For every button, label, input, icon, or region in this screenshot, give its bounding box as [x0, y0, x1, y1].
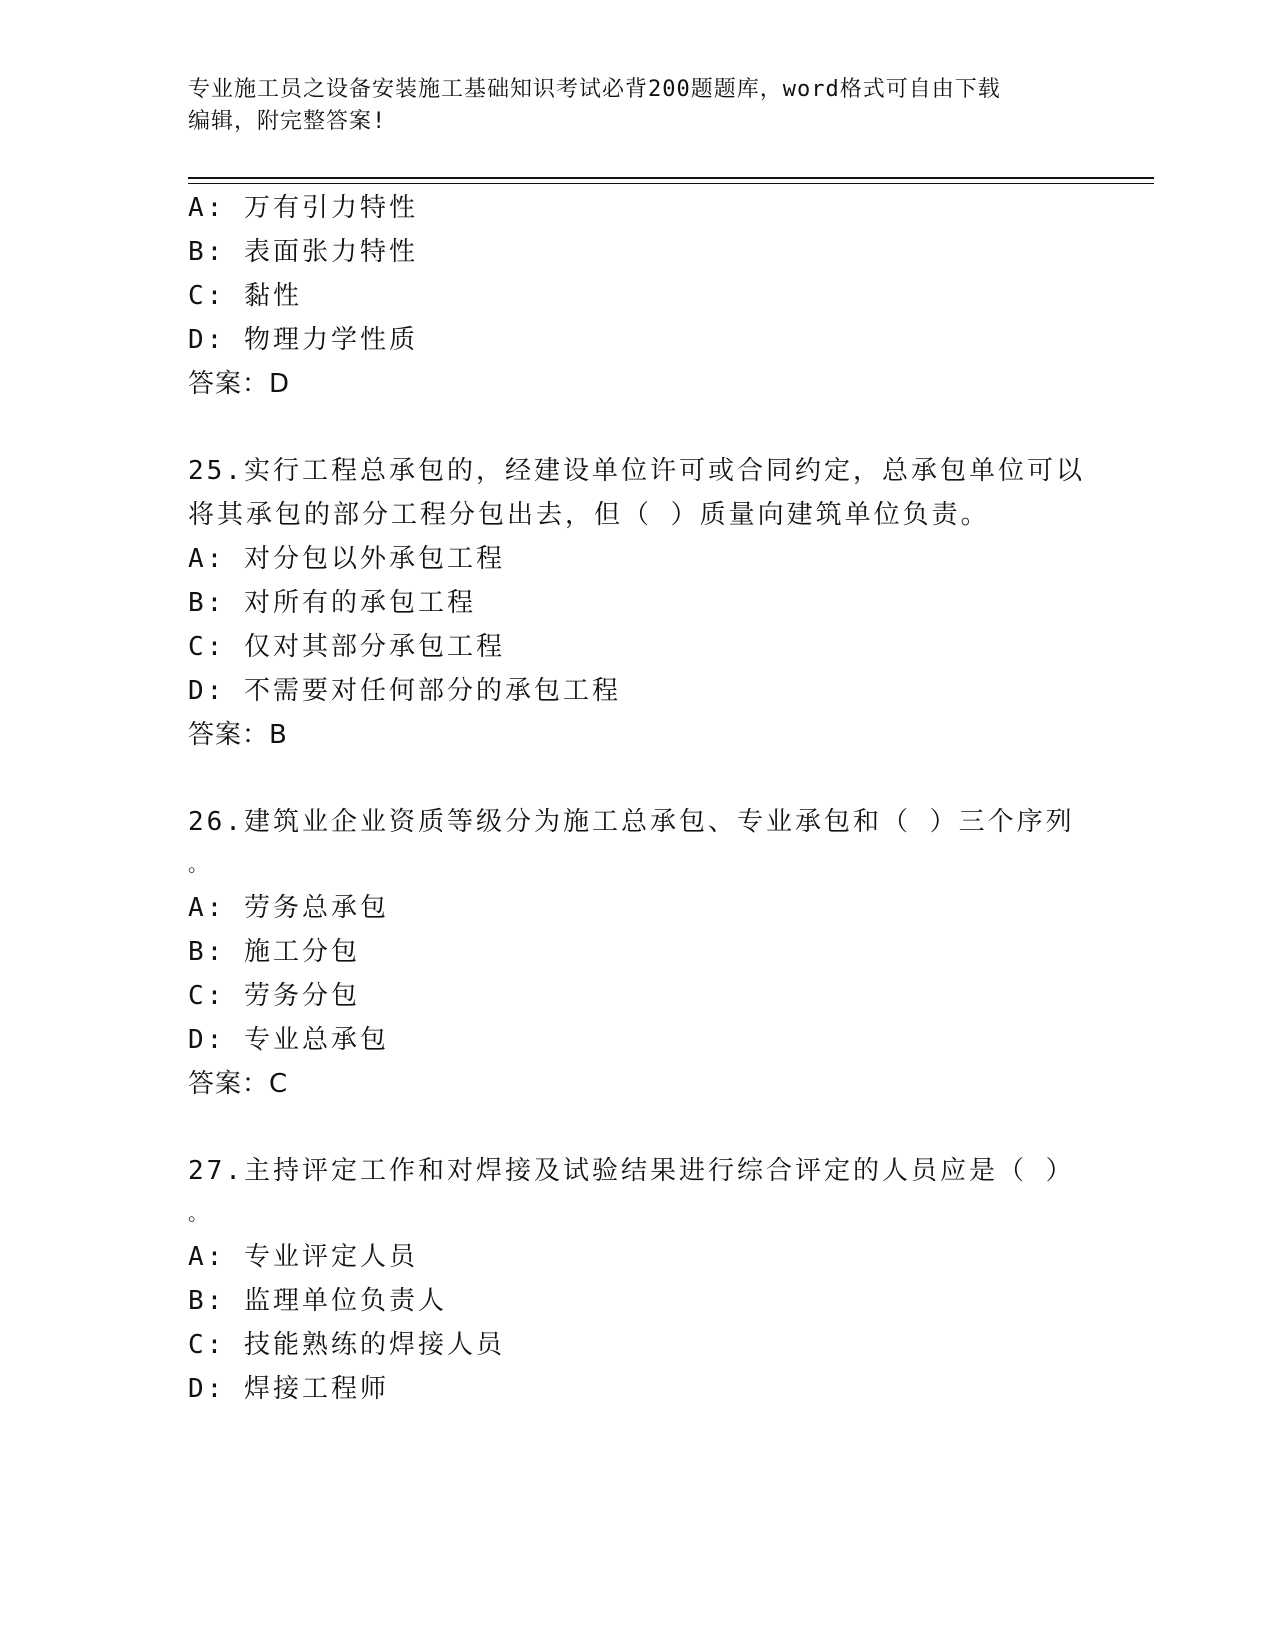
q24-answer: 答案：D [188, 369, 291, 399]
q27-option-d: D: 焊接工程师 [188, 1374, 389, 1404]
q27-text-line-2: 。 [188, 1201, 208, 1225]
q24-option-a: A: 万有引力特性 [188, 193, 418, 223]
header-line-2: 编辑，附完整答案! [188, 109, 387, 134]
q27-option-a: A: 专业评定人员 [188, 1242, 418, 1272]
q25-text-line-2: 将其承包的部分工程分包出去，但（ ）质量向建筑单位负责。 [188, 500, 990, 530]
q25-option-d: D: 不需要对任何部分的承包工程 [188, 676, 621, 706]
q26-text-line-2: 。 [188, 852, 208, 876]
q27-text-line-1: 27.主持评定工作和对焊接及试验结果进行综合评定的人员应是（ ） [188, 1156, 1075, 1186]
q24-option-b: B: 表面张力特性 [188, 237, 418, 267]
q25-option-b: B: 对所有的承包工程 [188, 588, 476, 618]
header-rule-thick [188, 177, 1154, 179]
q25-option-c: C: 仅对其部分承包工程 [188, 632, 505, 662]
q26-option-d: D: 专业总承包 [188, 1025, 389, 1055]
q25-option-a: A: 对分包以外承包工程 [188, 544, 505, 574]
document-header [188, 74, 1088, 138]
q27-option-c: C: 技能熟练的焊接人员 [188, 1330, 505, 1360]
q26-text-line-1: 26.建筑业企业资质等级分为施工总承包、专业承包和（ ）三个序列 [188, 807, 1075, 837]
q26-option-a: A: 劳务总承包 [188, 893, 389, 923]
q24-option-c: C: 黏性 [188, 281, 302, 311]
header-rule-thin [188, 183, 1154, 184]
header-line-1: 专业施工员之设备安装施工基础知识考试必背200题题库，word格式可自由下载 [188, 77, 1001, 102]
q27-option-b: B: 监理单位负责人 [188, 1286, 447, 1316]
q25-text-line-1: 25.实行工程总承包的，经建设单位许可或合同约定，总承包单位可以 [188, 456, 1085, 486]
q26-answer: 答案：C [188, 1069, 289, 1099]
q24-option-d: D: 物理力学性质 [188, 325, 418, 355]
q26-option-c: C: 劳务分包 [188, 981, 360, 1011]
q26-option-b: B: 施工分包 [188, 937, 360, 967]
q25-answer: 答案：B [188, 720, 288, 750]
